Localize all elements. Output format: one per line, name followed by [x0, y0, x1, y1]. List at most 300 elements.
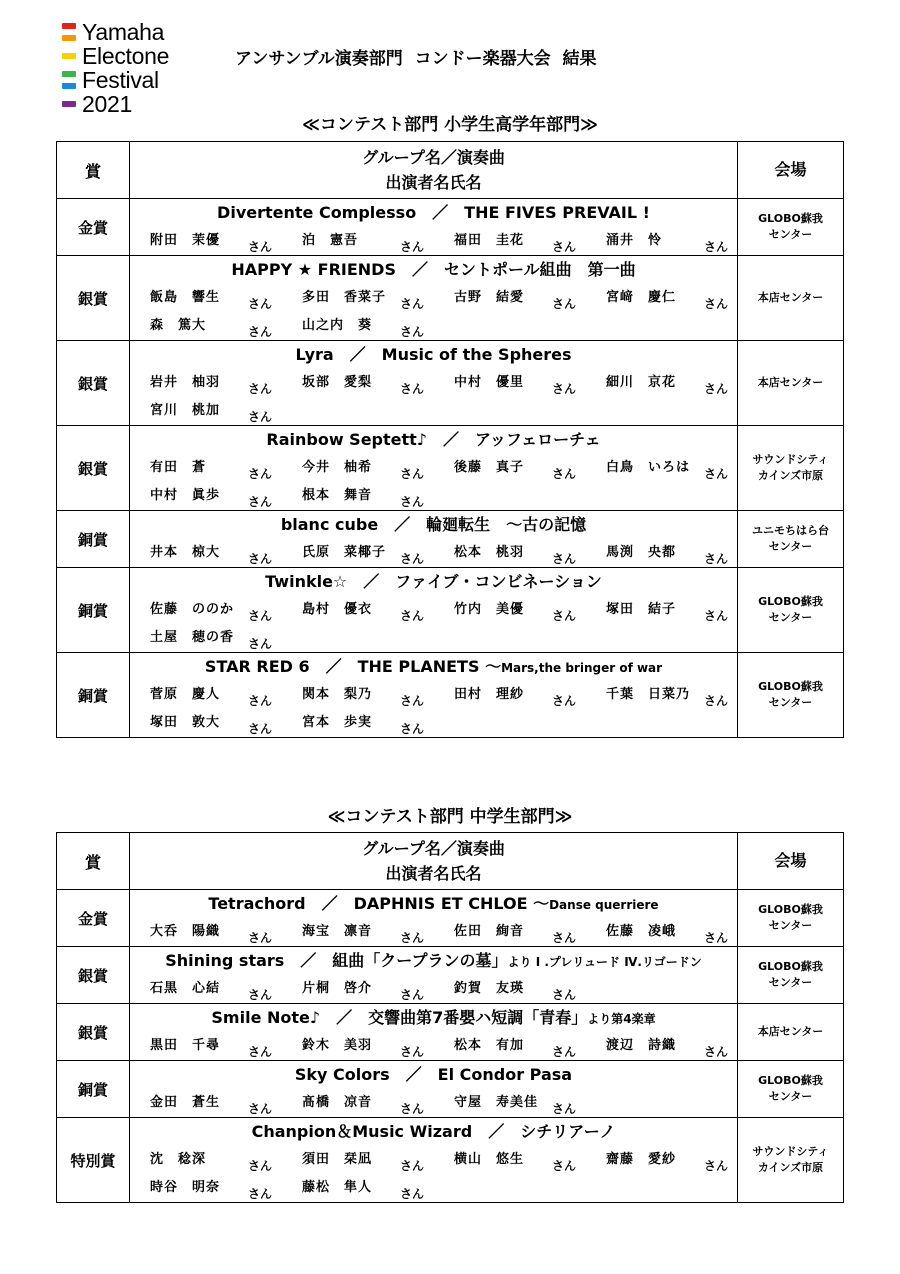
venue-line: センター	[768, 919, 813, 932]
member-name: 多田 香菜子	[302, 290, 387, 305]
honorific: さん	[552, 297, 577, 311]
venue-line: センター	[768, 611, 813, 624]
member-name: 関本 梨乃	[302, 687, 373, 702]
member-name: 有田 蒼	[150, 460, 207, 475]
member-entry	[142, 975, 294, 1003]
honorific: さん	[704, 552, 729, 566]
member-list	[130, 1032, 737, 1060]
member-entry	[598, 1146, 748, 1174]
member-entry	[294, 1089, 446, 1117]
honorific: さん	[400, 495, 425, 509]
group-title-text: Smile Note♪ ／ 交響曲第7番嬰ハ短調「青春」	[211, 1008, 588, 1027]
member-entry	[142, 227, 294, 255]
member-name: 千葉 日菜乃	[606, 687, 691, 702]
member-entry	[446, 596, 598, 624]
member-name: 松本 有加	[454, 1038, 525, 1053]
honorific: さん	[248, 1187, 273, 1201]
member-entry	[598, 918, 748, 946]
member-name: 佐田 絢音	[454, 924, 525, 939]
honorific: さん	[552, 467, 577, 481]
member-name: 山之内 葵	[302, 318, 373, 333]
member-name: 宮﨑 慶仁	[606, 290, 677, 305]
group-title-subtext: より第4楽章	[587, 1012, 656, 1026]
group-header-line1: グループ名／演奏曲	[362, 839, 505, 858]
member-name: 竹内 美優	[454, 602, 525, 617]
venue-line: GLOBO蘇我	[758, 1074, 823, 1087]
honorific: さん	[400, 609, 425, 623]
group-title-text: Divertente Complesso ／ THE FIVES PREVAIL !	[217, 203, 650, 222]
member-name: 石黒 心結	[150, 981, 221, 996]
member-entry	[294, 454, 446, 482]
member-name: 中村 眞歩	[150, 488, 221, 503]
venue-cell	[738, 890, 844, 947]
honorific: さん	[400, 931, 425, 945]
member-name: 井本 椋大	[150, 545, 221, 560]
member-list	[130, 227, 737, 255]
group-title	[130, 1118, 737, 1146]
venue-line: センター	[768, 1090, 813, 1103]
member-entry	[598, 596, 748, 624]
honorific: さん	[704, 382, 729, 396]
member-name: 塚田 結子	[606, 602, 677, 617]
member-name: 島村 優衣	[302, 602, 373, 617]
member-name: 須田 栞凪	[302, 1152, 373, 1167]
member-name: 髙橋 凉音	[302, 1095, 373, 1110]
results-table-elementary	[56, 141, 844, 738]
member-entry	[446, 975, 598, 1003]
member-name: 涌井 怜	[606, 233, 663, 248]
member-name: 藤松 隼人	[302, 1180, 373, 1195]
logo-text: 2021	[82, 91, 132, 117]
group-title-text: HAPPY ★ FRIENDS ／ セントポール組曲 第一曲	[231, 260, 636, 279]
group-title	[130, 341, 737, 369]
member-name: 宮本 歩実	[302, 715, 373, 730]
group-title	[130, 256, 737, 284]
member-entry	[598, 369, 748, 397]
logo-color-bar	[62, 101, 76, 107]
member-entry	[446, 539, 598, 567]
venue-line: GLOBO蘇我	[758, 903, 823, 916]
honorific: さん	[400, 1045, 425, 1059]
member-entry	[294, 369, 446, 397]
honorific: さん	[552, 694, 577, 708]
honorific: さん	[552, 552, 577, 566]
table-row	[57, 256, 844, 341]
award-cell: 特別賞	[57, 1118, 130, 1203]
member-name: 泊 憲吾	[302, 233, 359, 248]
honorific: さん	[248, 325, 273, 339]
member-name: 釣賀 友瑛	[454, 981, 525, 996]
member-name: 横山 悠生	[454, 1152, 525, 1167]
table-header-row	[57, 142, 844, 199]
member-entry	[446, 681, 598, 709]
honorific: さん	[248, 988, 273, 1002]
member-entry	[294, 596, 446, 624]
member-name: 鈴木 美羽	[302, 1038, 373, 1053]
honorific: さん	[704, 609, 729, 623]
table-row	[57, 199, 844, 256]
logo-line	[62, 20, 169, 44]
venue-column-header: 会場	[738, 833, 844, 890]
section-title-junior-high: ≪コンテスト部門 中学生部門≫	[327, 807, 573, 827]
section-title-elementary: ≪コンテスト部門 小学生高学年部門≫	[302, 115, 598, 135]
venue-column-header: 会場	[738, 142, 844, 199]
venue-cell	[738, 947, 844, 1004]
group-cell	[130, 426, 738, 511]
group-title-text: Sky Colors ／ El Condor Pasa	[294, 1065, 573, 1084]
member-name: 土屋 穂の香	[150, 630, 235, 645]
group-title	[130, 1061, 737, 1089]
award-cell: 銀賞	[57, 426, 130, 511]
award-cell: 銅賞	[57, 1061, 130, 1118]
group-title	[130, 199, 737, 227]
venue-line: センター	[768, 696, 813, 709]
table-row	[57, 1061, 844, 1118]
member-entry	[142, 624, 294, 652]
member-list	[130, 918, 737, 946]
honorific: さん	[400, 1187, 425, 1201]
venue-cell	[738, 341, 844, 426]
member-name: 沈 稔深	[150, 1152, 207, 1167]
member-name: 福田 圭花	[454, 233, 525, 248]
honorific: さん	[552, 1102, 577, 1116]
member-entry	[446, 1089, 598, 1117]
honorific: さん	[552, 240, 577, 254]
venue-cell	[738, 1118, 844, 1203]
honorific: さん	[400, 297, 425, 311]
venue-line: カインズ市原	[757, 469, 824, 482]
venue-line: 本店センター	[757, 291, 824, 304]
member-list	[130, 975, 737, 1003]
table-row	[57, 568, 844, 653]
venue-line: センター	[768, 228, 813, 241]
member-name: 中村 優里	[454, 375, 525, 390]
honorific: さん	[704, 1159, 729, 1173]
award-cell: 金賞	[57, 890, 130, 947]
group-title-text: Tetrachord ／ DAPHNIS ET CHLOE ～	[208, 894, 550, 913]
member-name: 田村 理紗	[454, 687, 525, 702]
venue-line: サウンドシティ	[752, 1145, 829, 1158]
honorific: さん	[248, 694, 273, 708]
group-title	[130, 947, 737, 975]
group-cell	[130, 1061, 738, 1118]
group-title-text: Shining stars ／ 組曲「クープランの墓」	[165, 951, 508, 970]
member-entry	[446, 227, 598, 255]
honorific: さん	[248, 1159, 273, 1173]
member-name: 塚田 敦大	[150, 715, 221, 730]
group-title-text: blanc cube ／ 輪廻転生 ～古の記憶	[280, 515, 587, 534]
member-entry	[142, 369, 294, 397]
member-entry	[294, 1146, 446, 1174]
logo-color-bar	[62, 71, 76, 77]
member-list	[130, 596, 737, 652]
honorific: さん	[552, 1045, 577, 1059]
member-name: 後藤 真子	[454, 460, 525, 475]
member-entry	[446, 918, 598, 946]
member-name: 佐藤 凌峨	[606, 924, 677, 939]
member-name: 佐藤 ののか	[150, 602, 235, 617]
group-cell	[130, 568, 738, 653]
group-cell	[130, 256, 738, 341]
member-entry	[446, 1032, 598, 1060]
venue-line: GLOBO蘇我	[758, 680, 823, 693]
member-entry	[142, 284, 294, 312]
logo-color-bar	[62, 83, 76, 89]
member-entry	[598, 227, 748, 255]
group-title-text: Chanpion＆Music Wizard ／ シチリアーノ	[251, 1122, 616, 1141]
honorific: さん	[400, 467, 425, 481]
member-entry	[294, 1174, 446, 1202]
honorific: さん	[704, 240, 729, 254]
venue-cell	[738, 199, 844, 256]
member-entry	[142, 397, 294, 425]
member-entry	[294, 312, 446, 340]
honorific: さん	[704, 467, 729, 481]
member-entry	[294, 681, 446, 709]
member-entry	[142, 1174, 294, 1202]
venue-line: GLOBO蘇我	[758, 212, 823, 225]
honorific: さん	[248, 1045, 273, 1059]
member-entry	[446, 454, 598, 482]
member-entry	[446, 369, 598, 397]
member-name: 金田 蒼生	[150, 1095, 221, 1110]
honorific: さん	[400, 694, 425, 708]
member-name: 古野 結愛	[454, 290, 525, 305]
member-entry	[598, 1032, 748, 1060]
member-entry	[598, 539, 748, 567]
group-cell	[130, 947, 738, 1004]
member-entry	[142, 596, 294, 624]
member-name: 根本 舞音	[302, 488, 373, 503]
festival-logo	[62, 20, 169, 116]
group-title	[130, 568, 737, 596]
member-entry	[446, 284, 598, 312]
member-entry	[294, 709, 446, 737]
honorific: さん	[400, 988, 425, 1002]
group-cell	[130, 890, 738, 947]
member-name: 飯島 響生	[150, 290, 221, 305]
group-title-text: Twinkle☆ ／ ファイブ・コンビネーション	[265, 572, 602, 591]
honorific: さん	[248, 931, 273, 945]
logo-line	[62, 44, 169, 68]
member-name: 大呑 陽織	[150, 924, 221, 939]
venue-line: ユニモちはら台	[752, 524, 829, 537]
honorific: さん	[248, 722, 273, 736]
group-title	[130, 653, 737, 681]
group-title	[130, 890, 737, 918]
honorific: さん	[248, 382, 273, 396]
member-entry	[142, 454, 294, 482]
venue-cell	[738, 653, 844, 738]
venue-line: カインズ市原	[757, 1161, 824, 1174]
member-entry	[142, 482, 294, 510]
logo-text: Yamaha	[82, 19, 165, 45]
table-row	[57, 426, 844, 511]
member-entry	[294, 227, 446, 255]
honorific: さん	[248, 1102, 273, 1116]
member-entry	[598, 681, 748, 709]
member-list	[130, 681, 737, 737]
award-cell: 金賞	[57, 199, 130, 256]
logo-text: Festival	[82, 67, 159, 93]
group-title	[130, 1004, 737, 1032]
member-entry	[294, 539, 446, 567]
member-entry	[142, 709, 294, 737]
member-name: 白鳥 いろは	[606, 460, 691, 475]
table-row	[57, 511, 844, 568]
member-entry	[142, 1089, 294, 1117]
member-entry	[598, 284, 748, 312]
honorific: さん	[248, 467, 273, 481]
honorific: さん	[552, 382, 577, 396]
group-cell	[130, 653, 738, 738]
award-cell: 銀賞	[57, 341, 130, 426]
honorific: さん	[552, 988, 577, 1002]
group-cell	[130, 341, 738, 426]
member-entry	[142, 1032, 294, 1060]
table-row	[57, 341, 844, 426]
group-title	[130, 426, 737, 454]
table-header-row	[57, 833, 844, 890]
table-row	[57, 947, 844, 1004]
award-cell: 銅賞	[57, 653, 130, 738]
group-title-subtext: Mars,the bringer of war	[501, 661, 663, 675]
venue-cell	[738, 256, 844, 341]
member-name: 馬渕 央都	[606, 545, 677, 560]
venue-line: GLOBO蘇我	[758, 960, 823, 973]
award-column-header: 賞	[57, 142, 130, 199]
logo-text: Electone	[82, 43, 170, 69]
member-entry	[446, 1146, 598, 1174]
honorific: さん	[552, 609, 577, 623]
group-title-subtext: Danse querriere	[549, 898, 659, 912]
group-cell	[130, 1004, 738, 1061]
member-list	[130, 454, 737, 510]
venue-line: 本店センター	[757, 1025, 824, 1038]
member-entry	[294, 482, 446, 510]
logo-color-bar	[62, 23, 76, 29]
award-column-header: 賞	[57, 833, 130, 890]
member-name: 岩井 柚羽	[150, 375, 221, 390]
group-title-text: STAR RED 6 ／ THE PLANETS ～	[204, 657, 502, 676]
honorific: さん	[704, 694, 729, 708]
group-cell	[130, 199, 738, 256]
group-cell	[130, 1118, 738, 1203]
venue-cell	[738, 511, 844, 568]
honorific: さん	[248, 410, 273, 424]
venue-cell	[738, 568, 844, 653]
honorific: さん	[400, 1159, 425, 1173]
logo-color-bar	[62, 35, 76, 41]
member-list	[130, 284, 737, 340]
member-entry	[142, 681, 294, 709]
award-cell: 銀賞	[57, 1004, 130, 1061]
member-name: 齋藤 愛紗	[606, 1152, 677, 1167]
honorific: さん	[400, 240, 425, 254]
member-name: 時谷 明奈	[150, 1180, 221, 1195]
member-name: 宮川 桃加	[150, 403, 221, 418]
member-list	[130, 539, 737, 567]
honorific: さん	[400, 722, 425, 736]
honorific: さん	[248, 637, 273, 651]
honorific: さん	[400, 382, 425, 396]
group-cell	[130, 511, 738, 568]
honorific: さん	[704, 1045, 729, 1059]
member-entry	[142, 539, 294, 567]
group-header-line2: 出演者名氏名	[385, 864, 482, 883]
member-list	[130, 1089, 737, 1117]
group-title	[130, 511, 737, 539]
venue-line: 本店センター	[757, 376, 824, 389]
logo-color-bar	[62, 53, 76, 59]
group-title-text: Lyra ／ Music of the Spheres	[295, 345, 572, 364]
table-row	[57, 653, 844, 738]
table-row	[57, 1004, 844, 1061]
honorific: さん	[248, 495, 273, 509]
award-cell: 銅賞	[57, 568, 130, 653]
award-cell: 銅賞	[57, 511, 130, 568]
honorific: さん	[400, 1102, 425, 1116]
member-list	[130, 369, 737, 425]
honorific: さん	[248, 240, 273, 254]
honorific: さん	[248, 297, 273, 311]
member-name: 渡辺 詩織	[606, 1038, 677, 1053]
honorific: さん	[400, 325, 425, 339]
group-title-subtext: より I .プレリュード Ⅳ.リゴードン	[507, 955, 702, 969]
member-name: 菅原 慶人	[150, 687, 221, 702]
group-title-text: Rainbow Septett♪ ／ アッフェローチェ	[266, 430, 601, 449]
member-name: 坂部 愛梨	[302, 375, 373, 390]
member-entry	[598, 454, 748, 482]
member-entry	[142, 1146, 294, 1174]
member-name: 守屋 寿美佳	[454, 1095, 539, 1110]
venue-cell	[738, 1004, 844, 1061]
member-entry	[142, 918, 294, 946]
venue-cell	[738, 1061, 844, 1118]
honorific: さん	[552, 1159, 577, 1173]
group-header-line1: グループ名／演奏曲	[362, 148, 505, 167]
honorific: さん	[704, 297, 729, 311]
member-name: 片桐 啓介	[302, 981, 373, 996]
member-entry	[294, 975, 446, 1003]
venue-line: GLOBO蘇我	[758, 595, 823, 608]
honorific: さん	[248, 609, 273, 623]
venue-cell	[738, 426, 844, 511]
member-name: 海宝 凛音	[302, 924, 373, 939]
table-row	[57, 1118, 844, 1203]
group-column-header	[130, 833, 738, 890]
page-title: アンサンブル演奏部門 コンドー楽器大会 結果	[235, 49, 597, 69]
member-name: 附田 茉優	[150, 233, 221, 248]
award-cell: 銀賞	[57, 947, 130, 1004]
group-header-line2: 出演者名氏名	[385, 173, 482, 192]
group-column-header	[130, 142, 738, 199]
member-name: 細川 京花	[606, 375, 677, 390]
member-name: 黒田 千尋	[150, 1038, 221, 1053]
logo-line	[62, 68, 169, 92]
venue-line: センター	[768, 540, 813, 553]
member-entry	[294, 284, 446, 312]
member-name: 氏原 菜椰子	[302, 545, 387, 560]
honorific: さん	[248, 552, 273, 566]
honorific: さん	[552, 931, 577, 945]
venue-line: サウンドシティ	[752, 453, 829, 466]
member-name: 森 篤大	[150, 318, 207, 333]
member-name: 松本 桃羽	[454, 545, 525, 560]
honorific: さん	[704, 931, 729, 945]
member-name: 今井 柚希	[302, 460, 373, 475]
venue-line: センター	[768, 976, 813, 989]
